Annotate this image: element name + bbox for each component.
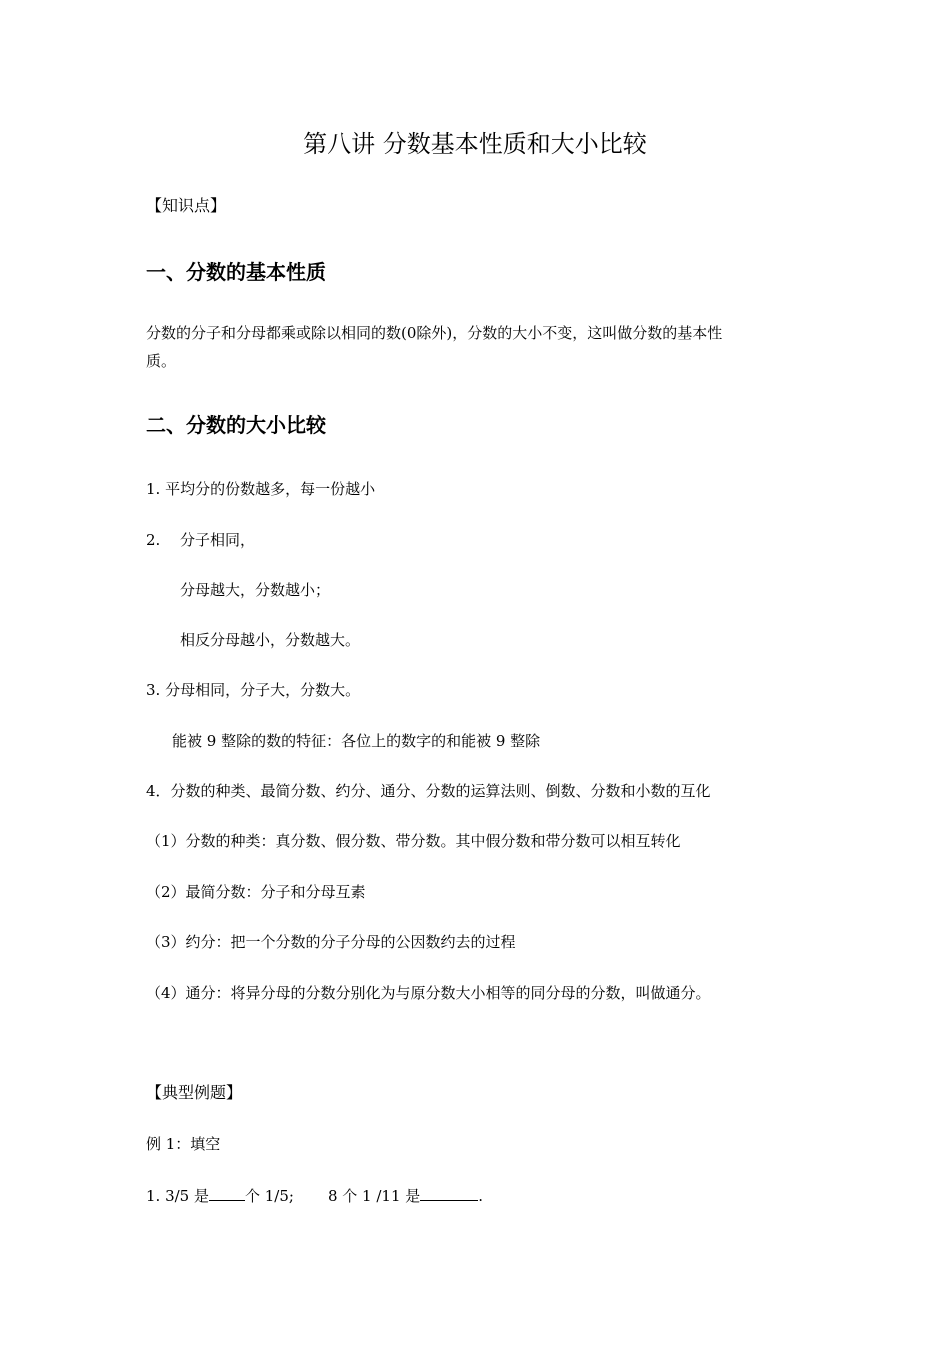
sub-item-1: （1）分数的种类：真分数、假分数、带分数。其中假分数和带分数可以相互转化 xyxy=(146,832,681,850)
list-item-4: 4．分数的种类、最简分数、约分、通分、分数的运算法则、倒数、分数和小数的互化 xyxy=(146,782,711,800)
examples-header: 【典型例题】 xyxy=(146,1083,243,1102)
sub-item-2: （2）最简分数：分子和分母互素 xyxy=(146,883,366,901)
section2-heading: 二、分数的大小比较 xyxy=(146,413,326,437)
question-part-1: 1. 3/5 是 xyxy=(146,1187,209,1205)
divisibility-rule: 能被 9 整除的数的特征：各位上的数字的和能被 9 整除 xyxy=(172,732,541,750)
page-title: 第八讲 分数基本性质和大小比较 xyxy=(303,130,647,158)
example-1-label: 例 1：填空 xyxy=(146,1135,221,1153)
section1-heading: 一、分数的基本性质 xyxy=(146,260,326,284)
question-end: . xyxy=(478,1187,484,1205)
sub-item-4: （4）通分：将异分母的分数分别化为与原分数大小相等的同分母的分数，叫做通分。 xyxy=(146,984,711,1002)
list-item-2: 分子相同， xyxy=(180,531,256,549)
list-item-1: 1. 平均分的份数越多，每一份越小 xyxy=(146,480,376,498)
example-1-question xyxy=(146,1186,483,1206)
list-item-3: 3. 分母相同，分子大，分数大。 xyxy=(146,681,361,699)
answer-blank-1[interactable] xyxy=(209,1186,245,1201)
section1-para-line1: 分数的分子和分母都乘或除以相同的数(0除外)，分数的大小不变，这叫做分数的基本性 xyxy=(146,324,723,342)
list-item-2-b: 相反分母越小，分数越大。 xyxy=(180,631,361,649)
question-part-3: 8 个 1 /11 是 xyxy=(327,1187,421,1205)
list-item-2-a: 分母越大，分数越小； xyxy=(180,581,331,599)
knowledge-header: 【知识点】 xyxy=(146,196,227,215)
list-item-2-number: 2. xyxy=(146,531,161,549)
answer-blank-2[interactable] xyxy=(420,1186,478,1201)
section1-para-line2: 质。 xyxy=(146,352,177,370)
sub-item-3: （3）约分：把一个分数的分子分母的公因数约去的过程 xyxy=(146,933,516,951)
question-part-2: 个 1/5; xyxy=(245,1187,294,1205)
